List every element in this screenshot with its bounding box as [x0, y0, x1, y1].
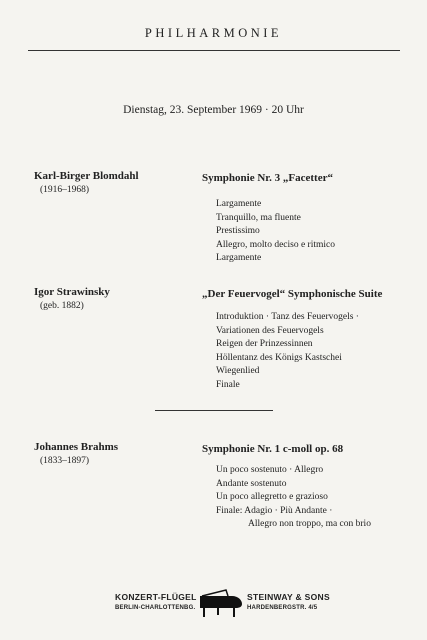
composer-name: Igor Strawinsky [34, 286, 110, 298]
work-title: „Der Feuervogel“ Symphonische Suite [202, 288, 383, 300]
movement-item: Finale [216, 379, 240, 390]
movement-list [216, 464, 371, 532]
footer-left-address: BERLIN-CHARLOTTENBG. [115, 605, 196, 611]
footer-advertisement [0, 588, 427, 622]
movement-item: Largamente [216, 253, 262, 263]
composer-years: (geb. 1882) [40, 301, 84, 311]
movement-item: Reigen der Prinzessinnen [216, 339, 313, 349]
movement-item: Un poco allegretto e grazioso [216, 492, 328, 502]
work-title: Symphonie Nr. 1 c-moll op. 68 [202, 443, 344, 455]
composer-years: (1916–1968) [40, 185, 90, 195]
concert-date: Dienstag, 23. September 1969 · 20 Uhr [123, 104, 304, 116]
movement-item: Höllentanz des Königs Kastschei [216, 352, 342, 363]
movement-item: Finale: Adagio · Più Andante · [216, 505, 333, 516]
header-divider [28, 50, 400, 51]
grand-piano-icon [198, 588, 244, 618]
footer-right-address: HARDENBERGSTR. 4/5 [247, 605, 318, 611]
work-title: Symphonie Nr. 3 „Facetter“ [202, 172, 333, 184]
composer-years: (1833–1897) [40, 456, 90, 466]
page-title: PHILHARMONIE [144, 26, 283, 40]
movement-item: Allegro non troppo, ma con brio [248, 519, 371, 529]
composer-name: Karl-Birger Blomdahl [34, 170, 139, 182]
movement-item: Variationen des Feuervogels [216, 325, 324, 336]
footer-left-title: KONZERT-FLÜGEL [115, 592, 197, 602]
movement-item: Wiegenlied [216, 366, 260, 376]
movement-list [216, 311, 359, 392]
section-divider [155, 410, 273, 411]
movement-item: Largamente [216, 199, 262, 209]
movement-item: Un poco sostenuto · Allegro [216, 465, 324, 475]
movement-list [216, 198, 335, 266]
movement-item: Tranquillo, ma fluente [216, 212, 301, 223]
composer-name: Johannes Brahms [34, 441, 119, 453]
movement-item: Allegro, molto deciso e ritmico [216, 239, 335, 250]
movement-item: Andante sostenuto [216, 478, 287, 489]
movement-item: Introduktion · Tanz des Feuervogels · [216, 312, 359, 322]
movement-item: Prestissimo [216, 226, 260, 236]
footer-right-title: STEINWAY & SONS [247, 592, 330, 602]
